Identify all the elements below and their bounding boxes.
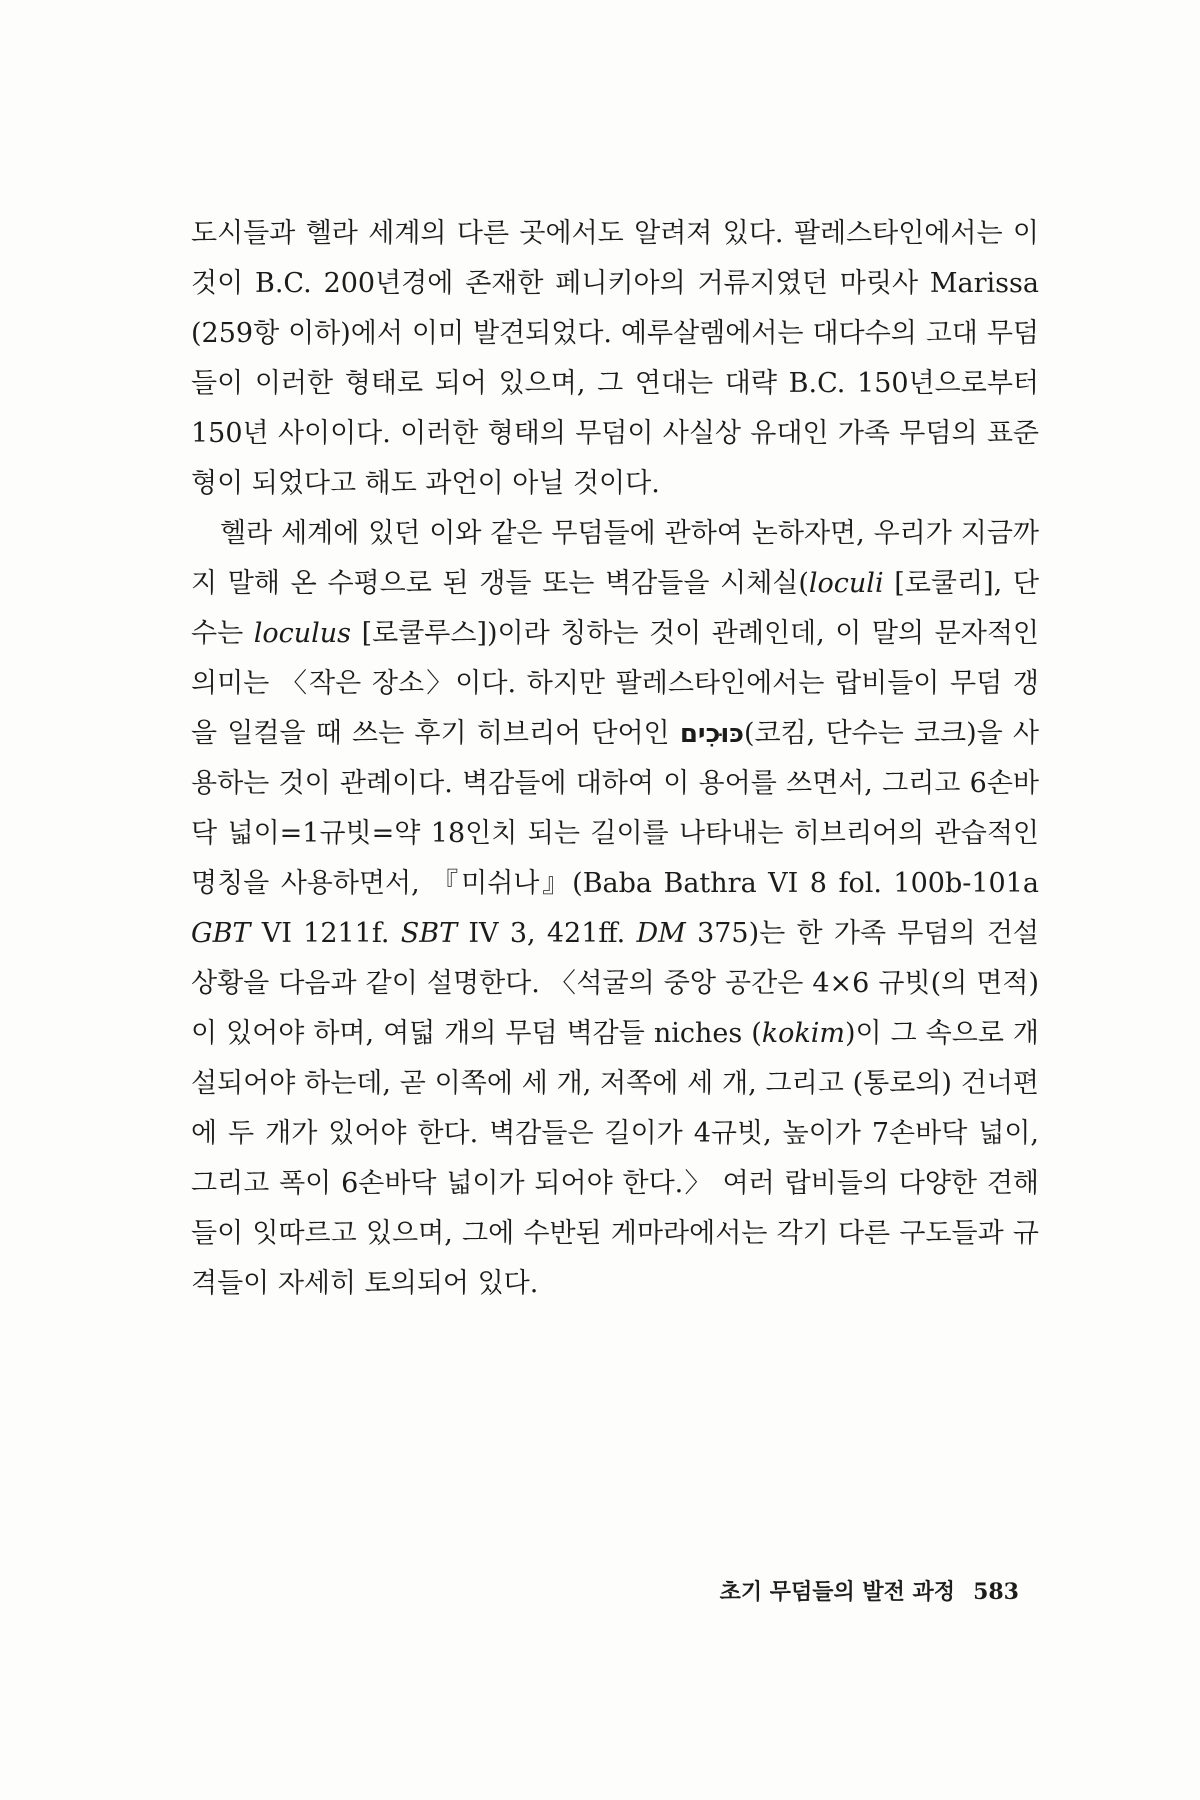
hebrew-word: כּוּכִים <box>679 719 744 749</box>
abbr-gbt: GBT <box>191 918 251 949</box>
paragraph-2-text: 헬라 세계에 있던 이와 같은 무덤들에 관하여 논하자면, 우리가 지금까지 말해 온 수평으로 된 갱들 또는 벽감들을 시체실( <box>191 518 1039 599</box>
paragraph-2-text: VI 1211f. <box>250 918 401 949</box>
abbr-sbt: SBT <box>400 918 458 949</box>
term-loculus: loculus <box>253 618 352 649</box>
paragraph-2-text: IV 3, 421ff. <box>457 918 637 949</box>
paragraph-2-text: )이 그 속으로 개설되어야 하는데, 곧 이쪽에 세 개, 저쪽에 세 개, 그리고 (통로의) 건너편에 두 개가 있어야 한다. 벽감들은 길이가 4규빗, 높이가 7손바닥 넓이, 그리고 폭이 6손바닥 넓이가 되어야 한다.〉 여러 랍비들의 다양한 견해들이 잇따르고 있으며, 그에 수반된 게마라에서는 각기 다른 구도들과 규격들이 자세히 토의되어 있다. <box>191 1018 1039 1299</box>
paragraph-2-text: 375)는 한 가족 무덤의 건설 상황을 다음과 같이 설명한다. 〈석굴의 중앙 공간은 4×6 규빗(의 면적)이 있어야 하며, 여덟 개의 무덤 벽감들 niches ( <box>191 918 1039 1049</box>
paragraph-2 <box>191 509 1039 1309</box>
page-footer <box>720 1575 1019 1606</box>
term-loculi: loculi <box>808 568 884 599</box>
paragraph-2-text: [로쿨리], 단수는 <box>191 568 1039 649</box>
term-kokim: kokim <box>761 1018 845 1049</box>
paragraph-1: 도시들과 헬라 세계의 다른 곳에서도 알려져 있다. 팔레스타인에서는 이것이 B.C. 200년경에 존재한 페니키아의 거류지였던 마릿사 Marissa (259항 이하)에서 이미 발견되었다. 예루살렘에서는 대다수의 고대 무덤들이 이러한 형태로 되어 있으며, 그 연대는 대략 B.C. 150년으로부터 150년 사이이다. 이러한 형태의 무덤이 사실상 유대인 가족 무덤의 표준형이 되었다고 해도 과언이 아닐 것이다. <box>191 218 1039 499</box>
body-text <box>191 209 1039 1309</box>
running-title: 초기 무덤들의 발전 과정 <box>719 1580 956 1605</box>
paragraph-2-text: (코킴, 단수는 코크)을 사용하는 것이 관례이다. 벽감들에 대하여 이 용어를 쓰면서, 그리고 6손바닥 넓이=1규빗=약 18인치 되는 길이를 나타내는 히브리어의 관습적인 명칭을 사용하면서, 『미쉬나』(Baba Bathra VI 8 fol. 100b-101a <box>191 718 1040 899</box>
abbr-dm: DM <box>636 918 686 949</box>
page-number: 583 <box>973 1579 1019 1605</box>
paragraph-2-text: [로쿨루스])이라 칭하는 것이 관례인데, 이 말의 문자적인 의미는 〈작은 장소〉이다. 하지만 팔레스타인에서는 랍비들이 무덤 갱을 일컬을 때 쓰는 후기 히브리어 단어인 <box>191 618 1039 749</box>
